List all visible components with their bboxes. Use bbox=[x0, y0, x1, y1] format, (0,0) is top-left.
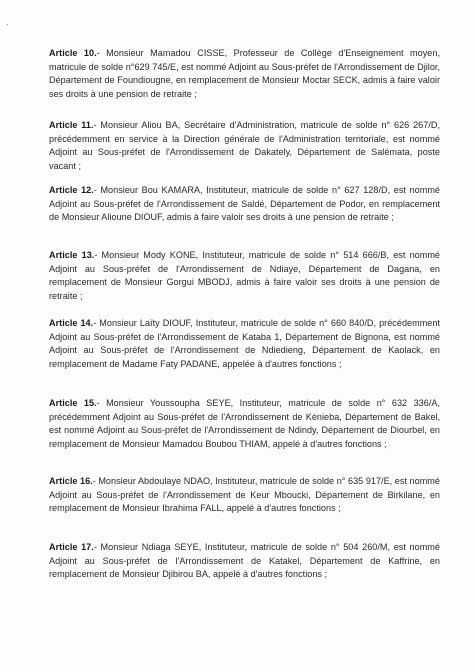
article-11 bbox=[49, 119, 440, 173]
article-12 bbox=[49, 184, 440, 225]
article-text: - Monsieur Mamadou CISSE, Professeur de Collège d'Enseignement moyen, matricule de solde n°629 745/E, est nommé Adjoint au Sous-préfet de l'Arrondissement de Djilor, Département de Foundiougne, en remplacement de Monsieur Moctar SECK, admis à faire valoir ses droits à une pension de retraite ; bbox=[49, 48, 440, 99]
article-text: - Monsieur Laïty DIOUF, Instituteur, matricule de solde n° 660 840/D, précédemment Adjoint au Sous-préfet de l'Arrondissement de Kataba 1, Département de Bignona, est nommé Adjoint au Sous-préfet de l'Arrondissement de Ndiedieng, Département de Kaolack, en remplacement de Madame Faty PADANE, appelée à d'autres fonctions ; bbox=[49, 318, 440, 369]
article-label: Article 15. bbox=[49, 398, 97, 408]
scan-mark: · bbox=[6, 20, 9, 29]
article-text: - Monsieur Ndiaga SEYE, Instituteur, matricule de solde n° 504 260/M, est nommé Adjoint au Sous-préfet de l'Arrondissement de Katakel, Département de Kaffrine, en remplacement de Monsieur Djibirou BA, appelé à d'autres fonctions ; bbox=[49, 542, 440, 580]
article-16 bbox=[49, 475, 440, 516]
article-text: - Monsieur Bou KAMARA, Instituteur, matricule de solde n° 627 128/D, est nommé Adjoint au Sous-préfet de l'Arrondissement de Saldé, Département de Podor, en remplacement de Monsieur Alioune DIOUF, admis à faire valoir ses droits à une pension de retraite ; bbox=[49, 185, 440, 223]
article-15 bbox=[49, 397, 440, 451]
article-label: Article 16. bbox=[49, 476, 93, 486]
article-label: Article 11. bbox=[49, 120, 94, 130]
article-label: Article 10. bbox=[49, 48, 97, 58]
article-text: - Monsieur Aliou BA, Secrétaire d'Administration, matricule de solde n° 626 267/D, précédemment en service à la Direction générale de l'Administration territoriale, est nommé Adjoint au Sous-préfet de l'Arrondissement de Dakately, Département de Salémata, poste vacant ; bbox=[49, 120, 440, 171]
article-14 bbox=[49, 317, 440, 371]
article-label: Article 13. bbox=[49, 250, 95, 260]
article-label: Article 17. bbox=[49, 542, 94, 552]
article-10 bbox=[49, 47, 440, 101]
article-17 bbox=[49, 541, 440, 582]
article-label: Article 14. bbox=[49, 318, 94, 328]
article-text: - Monsieur Abdoulaye NDAO, Instituteur, matricule de solde n° 635 917/E, est nommé Adjoint au Sous-préfet de l'Arrondissement de Keur Mboucki, Département de Birkilane, en remplacement de Monsieur Ibrahima FALL, appelé à d'autres fonctions ; bbox=[49, 476, 440, 514]
article-text: - Monsieur Youssoupha SEYE, Instituteur, matricule de solde n° 632 336/A, précédemment Adjoint au Sous-préfet de l'Arrondissement de Kénieba, Département de Bakel, est nommé Adjoint au Sous-préfet de l'Arrondissement de Ndindy, Département de Diourbel, en remplacement de Monsieur Mamadou Boubou THIAM, appelé à d'autres fonctions ; bbox=[49, 398, 440, 449]
article-label: Article 12. bbox=[49, 185, 94, 195]
article-text: - Monsieur Mody KONE, Instituteur, matricule de solde n° 514 666/B, est nommé Adjoint au Sous-préfet de l'Arrondissement de Ndiaye, Département de Dagana, en remplacement de Monsieur Gorgui MBODJ, admis à faire valoir ses droits à une pension de retraite ; bbox=[49, 250, 440, 301]
article-13 bbox=[49, 249, 440, 303]
